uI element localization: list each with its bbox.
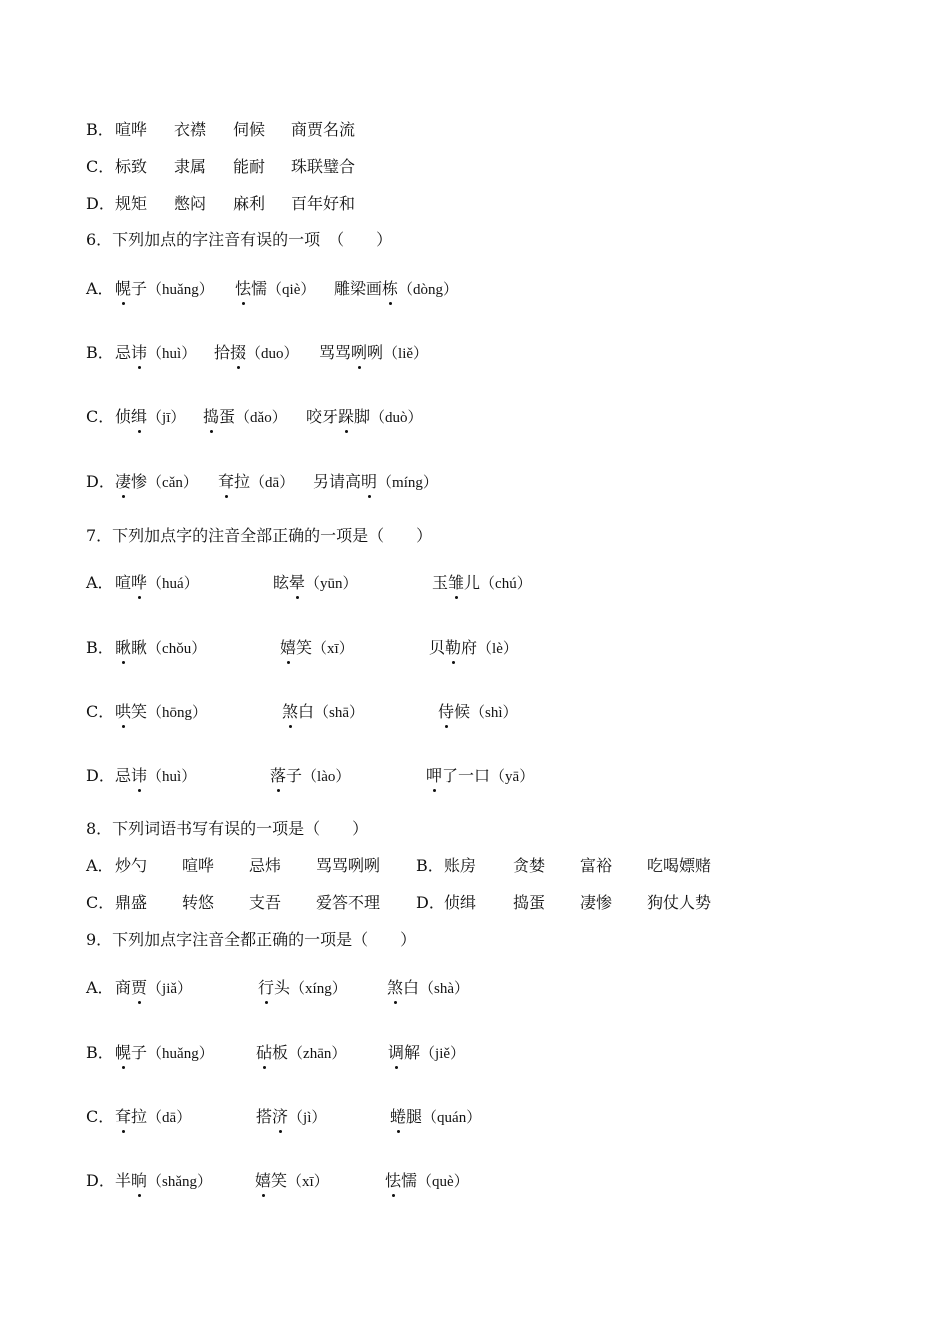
word-part: 拉 — [131, 1107, 148, 1126]
option-label: B． — [86, 120, 114, 139]
pinyin-item — [334, 278, 458, 301]
option-label: D． — [86, 472, 115, 491]
word-part: 头 — [274, 978, 291, 997]
word-part: 白 — [298, 702, 315, 721]
pinyin-item — [258, 977, 347, 1000]
pinyin-item — [115, 572, 199, 595]
option-word: 支吾 — [249, 893, 282, 912]
word-part: 懦 — [251, 279, 268, 298]
option-word: 百年好和 — [291, 194, 356, 213]
word-part: 瞅 — [131, 638, 148, 657]
dotted-char: 讳 — [131, 766, 148, 785]
pinyin: （chú） — [480, 576, 532, 592]
pinyin-item — [280, 637, 354, 660]
option-word: 爱答不理 — [316, 893, 381, 912]
pinyin: （dǎo） — [235, 410, 287, 426]
word-part: 贝 — [429, 638, 446, 657]
pinyin-item — [256, 1042, 346, 1065]
pinyin-item — [115, 278, 214, 301]
option-label: D． — [416, 893, 445, 912]
option-word: 伺候 — [233, 120, 266, 139]
word-part: 子 — [131, 1043, 148, 1062]
pinyin-item — [115, 977, 192, 1000]
option-word: 隶属 — [174, 157, 207, 176]
option-word: 骂骂咧咧 — [316, 856, 381, 875]
dotted-char: 行 — [258, 978, 275, 997]
word-part: 骂骂 — [319, 343, 352, 362]
pinyin-item — [235, 278, 315, 301]
question-stem-text: 7．下列加点字的注音全部正确的一项是（ ） — [86, 526, 433, 545]
dotted-char: 讳 — [131, 343, 148, 362]
option-word: 喧哗 — [182, 856, 215, 875]
pinyin: （jì） — [288, 1110, 327, 1126]
pinyin: （huá） — [147, 576, 199, 592]
word-part: 懦 — [401, 1171, 418, 1190]
pinyin-item — [306, 406, 423, 429]
dotted-char: 栋 — [382, 279, 399, 298]
option-label: C． — [86, 1107, 115, 1126]
option-label: A． — [86, 978, 114, 997]
question-stem-text: 9．下列加点字注音全都正确的一项是（ ） — [86, 930, 417, 949]
dotted-char: 明 — [361, 472, 378, 491]
pinyin-item — [255, 1170, 329, 1193]
dotted-char: 哄 — [115, 702, 132, 721]
option-label: C． — [86, 893, 115, 912]
dotted-char: 怯 — [235, 279, 252, 298]
pinyin: （dā） — [147, 1110, 192, 1126]
question-stem — [86, 818, 368, 840]
word-part: 候 — [454, 702, 471, 721]
option-word: 鼎盛 — [115, 893, 148, 912]
pinyin-item — [115, 1106, 191, 1129]
pinyin-item — [388, 1042, 465, 1065]
pinyin-item — [426, 765, 534, 788]
option-label: A． — [86, 279, 114, 298]
pinyin: （huì） — [147, 346, 197, 362]
pinyin: （cǎn） — [147, 475, 198, 491]
option-label: D． — [86, 766, 115, 785]
pinyin-item — [203, 406, 287, 429]
word-part: 雕梁画 — [334, 279, 383, 298]
word-part: 眩 — [273, 573, 290, 592]
word-part: 忌 — [115, 343, 132, 362]
pinyin: （duo） — [246, 346, 299, 362]
option-word: 账房 — [444, 856, 477, 875]
word-part: 子 — [286, 766, 303, 785]
dotted-char: 调 — [388, 1043, 405, 1062]
word-part: 咧 — [367, 343, 384, 362]
pinyin: （zhān） — [288, 1046, 347, 1062]
word-part: 拾 — [214, 343, 231, 362]
option-word: 贪婪 — [513, 856, 546, 875]
dotted-char: 蜷 — [390, 1107, 407, 1126]
pinyin-item — [385, 1170, 469, 1193]
pinyin-item — [214, 342, 299, 365]
pinyin-item — [115, 1170, 212, 1193]
dotted-char: 嬉 — [280, 638, 297, 657]
dotted-char: 怯 — [385, 1171, 402, 1190]
pinyin: （lào） — [302, 769, 351, 785]
word-part: 忌 — [115, 766, 132, 785]
dotted-char: 耷 — [218, 472, 235, 491]
pinyin-item — [115, 1042, 214, 1065]
option-label: D． — [86, 1171, 115, 1190]
pinyin-item — [432, 572, 532, 595]
dotted-char: 勒 — [445, 638, 462, 657]
option-word: 珠联璧合 — [291, 157, 356, 176]
pinyin-item — [115, 406, 185, 429]
option-word: 喧哗 — [115, 120, 148, 139]
word-part: 板 — [272, 1043, 289, 1062]
pinyin: （liě） — [383, 346, 429, 362]
option-word: 衣襟 — [174, 120, 207, 139]
pinyin: （yūn） — [305, 576, 358, 592]
option-word: 狗仗人势 — [647, 893, 712, 912]
pinyin-item — [313, 471, 438, 494]
dotted-char: 咧 — [351, 343, 368, 362]
dotted-char: 贾 — [131, 978, 148, 997]
pinyin: （hōng） — [147, 705, 208, 721]
word-part: 脚 — [354, 407, 371, 426]
dotted-char: 掇 — [230, 343, 247, 362]
dotted-char: 跺 — [338, 407, 355, 426]
option-word: 能耐 — [233, 157, 266, 176]
option-label: C． — [86, 407, 115, 426]
dotted-char: 哗 — [131, 573, 148, 592]
pinyin: （shì） — [470, 705, 518, 721]
pinyin: （dòng） — [398, 282, 459, 298]
option-word: 规矩 — [115, 194, 148, 213]
pinyin-item — [115, 342, 196, 365]
option-label: C． — [86, 702, 115, 721]
dotted-char: 落 — [270, 766, 287, 785]
option-word: 忌炜 — [249, 856, 282, 875]
word-part: 白 — [403, 978, 420, 997]
option-label: B． — [86, 638, 114, 657]
option-label: B． — [416, 856, 444, 875]
pinyin-item — [115, 471, 198, 494]
word-part: 拉 — [234, 472, 251, 491]
dotted-char: 煞 — [387, 978, 404, 997]
option-label: B． — [86, 1043, 114, 1062]
pinyin: （chǒu） — [147, 641, 207, 657]
pinyin-item — [115, 765, 196, 788]
pinyin: （shà） — [419, 981, 470, 997]
option-word: 麻利 — [233, 194, 266, 213]
question-stem — [86, 929, 416, 951]
pinyin-item — [282, 701, 364, 724]
word-part: 搭 — [256, 1107, 273, 1126]
dotted-char: 煞 — [282, 702, 299, 721]
dotted-char: 凄 — [115, 472, 132, 491]
pinyin: （lè） — [477, 641, 518, 657]
dotted-char: 侍 — [438, 702, 455, 721]
word-part: 玉 — [432, 573, 449, 592]
question-stem-text: 6．下列加点的字注音有误的一项 （ ） — [86, 230, 393, 249]
dotted-char: 瞅 — [115, 638, 132, 657]
option-word: 标致 — [115, 157, 148, 176]
pinyin-item — [115, 701, 207, 724]
pinyin-item — [256, 1106, 326, 1129]
pinyin: （míng） — [377, 475, 438, 491]
word-part: 喧 — [115, 573, 132, 592]
dotted-char: 砧 — [256, 1043, 273, 1062]
pinyin: （xíng） — [290, 981, 347, 997]
word-part: 府 — [461, 638, 478, 657]
option-word: 转悠 — [182, 893, 215, 912]
pinyin: （jī） — [147, 410, 186, 426]
question-stem — [86, 525, 432, 547]
word-part: 另请高 — [313, 472, 362, 491]
pinyin-item — [319, 342, 428, 365]
option-label: C． — [86, 157, 115, 176]
dotted-char: 缉 — [131, 407, 148, 426]
option-label: B． — [86, 343, 114, 362]
word-part: 笑 — [296, 638, 313, 657]
pinyin: （jiǎ） — [147, 981, 193, 997]
word-part: 半 — [115, 1171, 132, 1190]
dotted-char: 幌 — [115, 279, 132, 298]
pinyin: （dā） — [250, 475, 295, 491]
word-part: 解 — [404, 1043, 421, 1062]
pinyin: （quán） — [422, 1110, 482, 1126]
option-word: 捣蛋 — [513, 893, 546, 912]
option-word: 侦缉 — [444, 893, 477, 912]
question-stem-text: 8．下列词语书写有误的一项是（ ） — [86, 819, 369, 838]
word-part: 蛋 — [219, 407, 236, 426]
pinyin-item — [438, 701, 518, 724]
option-word: 吃喝嫖赌 — [647, 856, 712, 875]
pinyin: （qiè） — [267, 282, 316, 298]
pinyin-item — [115, 637, 206, 660]
dotted-char: 晕 — [289, 573, 306, 592]
word-part: 侦 — [115, 407, 132, 426]
pinyin: （huǎng） — [147, 1046, 214, 1062]
option-label: D． — [86, 194, 115, 213]
pinyin-item — [390, 1106, 481, 1129]
dotted-char: 耷 — [115, 1107, 132, 1126]
pinyin-item — [273, 572, 358, 595]
word-part: 儿 — [464, 573, 481, 592]
word-part: 笑 — [271, 1171, 288, 1190]
pinyin: （què） — [417, 1174, 469, 1190]
word-part: 腿 — [406, 1107, 423, 1126]
word-part: 笑 — [131, 702, 148, 721]
word-part: 了一口 — [442, 766, 491, 785]
option-label: A． — [86, 856, 114, 875]
pinyin-item — [387, 977, 469, 1000]
pinyin: （xī） — [312, 641, 354, 657]
pinyin: （jiě） — [420, 1046, 466, 1062]
pinyin: （shā） — [314, 705, 365, 721]
pinyin-item — [429, 637, 518, 660]
dotted-char: 济 — [272, 1107, 289, 1126]
word-part: 子 — [131, 279, 148, 298]
pinyin: （duò） — [370, 410, 423, 426]
pinyin-item — [218, 471, 294, 494]
dotted-char: 晌 — [131, 1171, 148, 1190]
word-part: 咬牙 — [306, 407, 339, 426]
dotted-char: 雏 — [448, 573, 465, 592]
pinyin-item — [270, 765, 350, 788]
option-word: 炒勺 — [115, 856, 148, 875]
dotted-char: 呷 — [426, 766, 443, 785]
pinyin: （shǎng） — [147, 1174, 213, 1190]
pinyin: （huǎng） — [147, 282, 214, 298]
dotted-char: 捣 — [203, 407, 220, 426]
question-stem — [86, 229, 392, 251]
dotted-char: 嬉 — [255, 1171, 272, 1190]
option-label: A． — [86, 573, 114, 592]
pinyin: （yā） — [490, 769, 535, 785]
word-part: 惨 — [131, 472, 148, 491]
dotted-char: 幌 — [115, 1043, 132, 1062]
option-word: 凄惨 — [580, 893, 613, 912]
option-word: 憋闷 — [174, 194, 207, 213]
pinyin: （xī） — [287, 1174, 329, 1190]
option-word: 富裕 — [580, 856, 613, 875]
option-word: 商贾名流 — [291, 120, 356, 139]
word-part: 商 — [115, 978, 132, 997]
pinyin: （huì） — [147, 769, 197, 785]
